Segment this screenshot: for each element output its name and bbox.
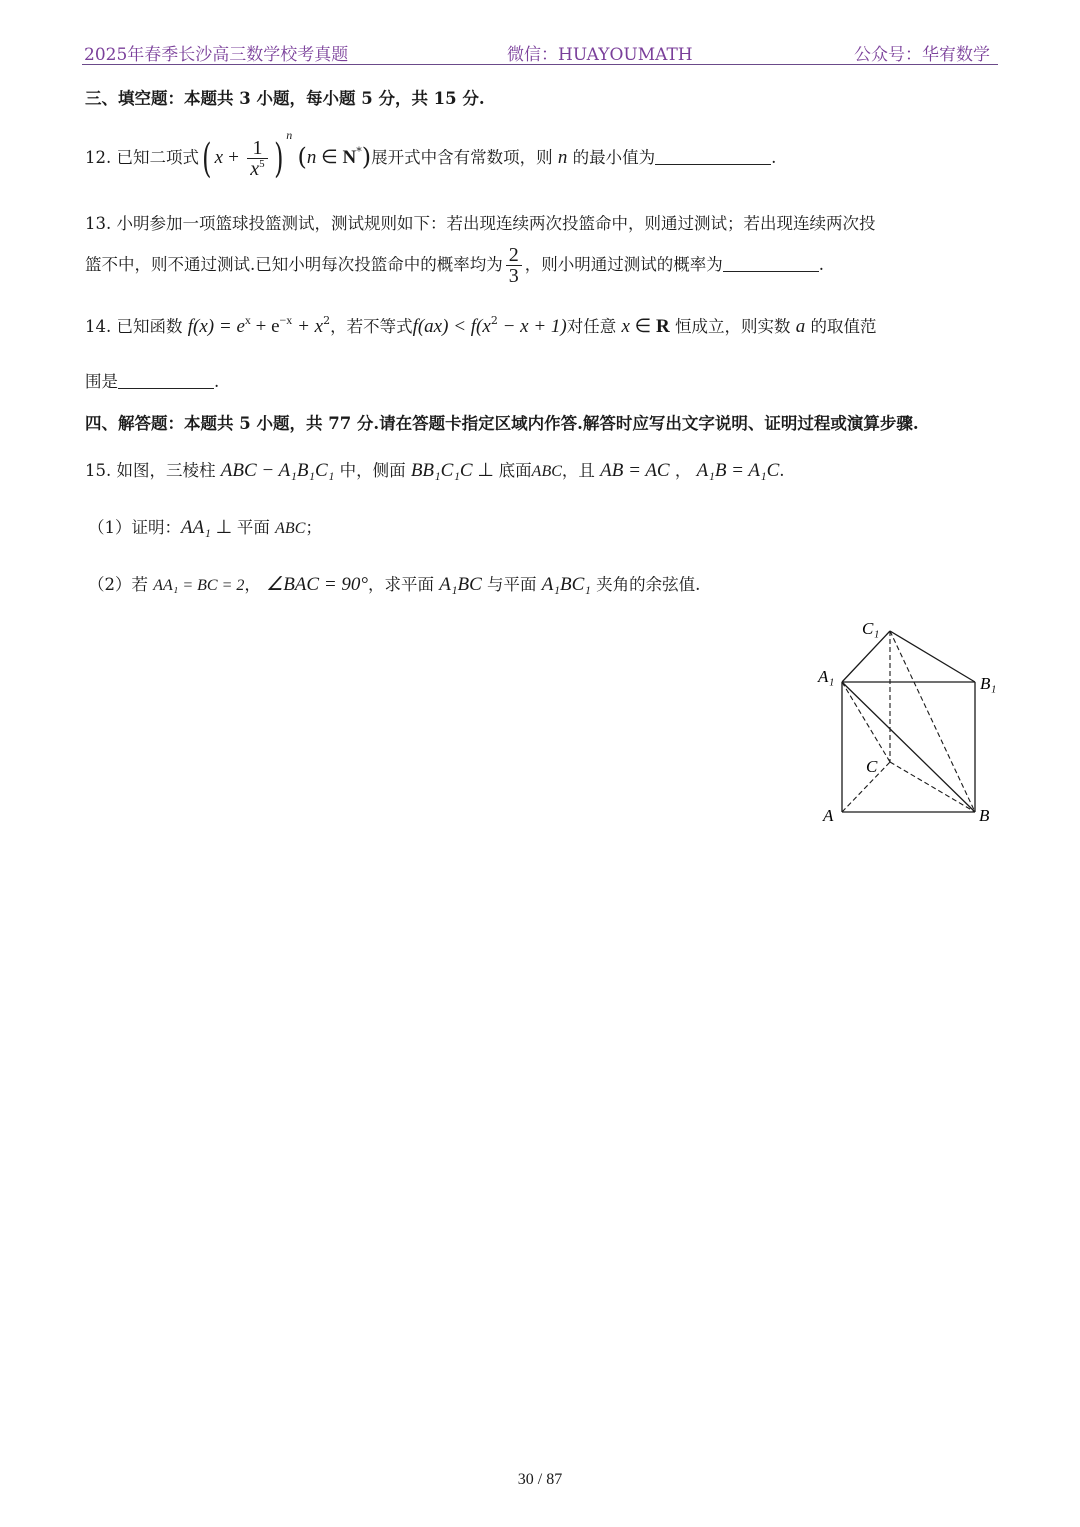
q14-cond-set: R — [655, 316, 670, 337]
header-title: 2025年春季长沙高三数学校考真题 — [84, 45, 349, 65]
q13-line2-pre: 篮不中，则不通过测试.已知小明每次投篮命中的概率均为 — [85, 255, 503, 274]
section4-title: 四、解答题：本题共 5 小题，共 77 分.请在答题卡指定区域内作答.解答时应写出文字说明、证明过程或演算步骤. — [85, 414, 919, 433]
q14-ineq-exp: 2 — [490, 314, 498, 327]
q14-plus2: + x — [292, 316, 324, 337]
question-14-line2 — [85, 368, 219, 392]
question-14-line1 — [85, 313, 876, 338]
q15-mid1: 中，侧面 — [339, 461, 406, 480]
q12-end: . — [771, 148, 777, 167]
q12-rparen: ) — [273, 135, 284, 182]
label-B1: B₁ — [980, 674, 997, 693]
q13-line2-post: ，则小明通过测试的概率为 — [524, 255, 723, 274]
q15-mid2: ，且 — [561, 461, 595, 480]
q13-fraction — [506, 245, 522, 286]
q12-var: n — [557, 147, 568, 168]
q14-var-a: a — [795, 316, 806, 337]
q15-part2-comma: ， — [244, 575, 261, 594]
prism-figure — [810, 612, 1010, 832]
q12-number: 12. — [85, 148, 112, 167]
page-number: 30 / 87 — [517, 1471, 563, 1488]
q14-line2: 围是 — [85, 372, 118, 391]
q12-frac-num: 1 — [252, 137, 263, 159]
q14-mid: ，若不等式 — [330, 317, 413, 336]
q15-part1-expr: AA₁ — [181, 517, 211, 538]
edge-A1B — [842, 682, 975, 812]
question-15 — [85, 457, 785, 482]
q14-end: . — [214, 372, 220, 391]
edge-CB — [890, 762, 975, 812]
q12-post: 的最小值为 — [572, 148, 656, 167]
q13-answer-blank[interactable] — [723, 270, 819, 272]
q12-cond-var: n — [306, 147, 317, 168]
header-wechat: 微信：HUAYOUMATH — [507, 45, 693, 65]
label-B: B — [979, 806, 990, 825]
q14-answer-blank[interactable] — [118, 387, 214, 389]
q15-part2 — [88, 571, 700, 596]
q14-number: 14. — [85, 317, 112, 336]
q15-part1-label: （1）证明： — [88, 518, 181, 537]
q15-part2-eq: AA₁ = BC = 2 — [153, 577, 245, 594]
q13-end: . — [818, 255, 824, 274]
q15-prism: ABC − A₁B₁C₁ — [220, 460, 335, 481]
q15-perp: ⊥ — [472, 460, 499, 481]
label-C1: C₁ — [862, 619, 880, 638]
q15-end: . — [779, 461, 785, 480]
question-12: 12. 已知二项式( x + $\frac{1}{x^5}$ )$^n$ (n ∈ N*)展开式中含有常数项，则 n 的最小值为 . — [85, 128, 777, 182]
page-header — [82, 36, 998, 65]
q14-ineq-left: f(ax) < f(x — [412, 316, 491, 337]
q14-e2-exp: −x — [279, 313, 293, 327]
q14-pre: 已知函数 — [116, 317, 183, 336]
q15-abc: ABC — [531, 463, 562, 480]
q15-part2-plane2: A₁BC₁ — [541, 574, 591, 595]
q15-eq1: AB = AC — [600, 460, 670, 481]
section3-title: 三、填空题：本题共 3 小题，每小题 5 分，共 15 分. — [85, 89, 485, 108]
q13-line1: 小明参加一项篮球投篮测试，测试规则如下：若出现连续两次投篮命中，则通过测试；若出现连续两次投 — [116, 214, 876, 233]
q15-part1-perp: ⊥ — [210, 517, 237, 538]
q12-lparen: ( — [202, 135, 212, 182]
q15-part2-label: （2）若 — [88, 575, 148, 594]
question-13-line2 — [85, 245, 824, 286]
edge-A1C1 — [842, 631, 890, 682]
q15-pre: 如图，三棱柱 — [116, 461, 216, 480]
edge-C1B — [890, 631, 975, 812]
q15-number: 15. — [85, 461, 112, 480]
q14-post: 恒成立，则实数 — [674, 317, 791, 336]
q15-part1-abc: ABC — [275, 520, 306, 537]
question-13-line1 — [85, 210, 876, 234]
q14-mid2: 对任意 — [566, 317, 617, 336]
label-A: A — [823, 806, 834, 825]
label-A1: A₁ — [818, 667, 835, 686]
q14-cond-rel: ∈ — [629, 316, 656, 337]
q12-outer-exp: n — [286, 128, 293, 142]
q12-answer-blank[interactable] — [655, 163, 771, 165]
q12-mid: 展开式中含有常数项，则 — [371, 148, 553, 167]
q13-frac-num: 2 — [508, 244, 519, 266]
q15-part1-end: ； — [305, 518, 322, 537]
q13-number: 13. — [85, 214, 112, 233]
q14-cond-var: x — [621, 316, 630, 337]
header-account: 公众号：华宥数学 — [854, 45, 990, 65]
q15-face: BB₁C₁C — [410, 460, 473, 481]
q15-part2-angle: ∠BAC = 90° — [266, 574, 368, 595]
q14-f-def: f(x) = e — [187, 316, 245, 337]
q13-frac-den: 3 — [506, 265, 522, 286]
q15-eq2: A₁B = A₁C — [696, 460, 780, 481]
q12-x: x — [214, 147, 224, 168]
q12-den-exp: 5 — [259, 158, 265, 170]
q12-plus: + — [228, 147, 240, 168]
q14-post2: 的取值范 — [810, 317, 877, 336]
q15-part1-plane: 平面 — [236, 518, 270, 537]
q15-part2-and: 与平面 — [487, 575, 537, 594]
q12-frac-den: x — [250, 158, 260, 180]
edge-C1B1 — [890, 631, 975, 682]
q12-cond-rel: ∈ — [316, 147, 343, 168]
q14-e1-exp: x — [244, 313, 251, 327]
q15-base: 底面 — [498, 461, 532, 480]
q12-pre: 已知二项式 — [116, 148, 199, 167]
q15-part1 — [88, 514, 322, 539]
q14-plus1: + e — [250, 316, 280, 337]
q15-comma: ， — [674, 461, 692, 480]
label-C: C — [866, 757, 878, 776]
q12-cond-star: * — [356, 145, 362, 158]
q14-x2-exp: 2 — [323, 314, 331, 327]
q15-part2-mid: ，求平面 — [368, 575, 434, 594]
q15-part2-plane1: A₁BC — [439, 574, 482, 595]
q12-fraction — [247, 138, 267, 179]
q14-ineq-right: − x + 1) — [497, 316, 567, 337]
q15-part2-end: 夹角的余弦值. — [596, 575, 701, 594]
q12-cond-set: N — [342, 147, 357, 168]
